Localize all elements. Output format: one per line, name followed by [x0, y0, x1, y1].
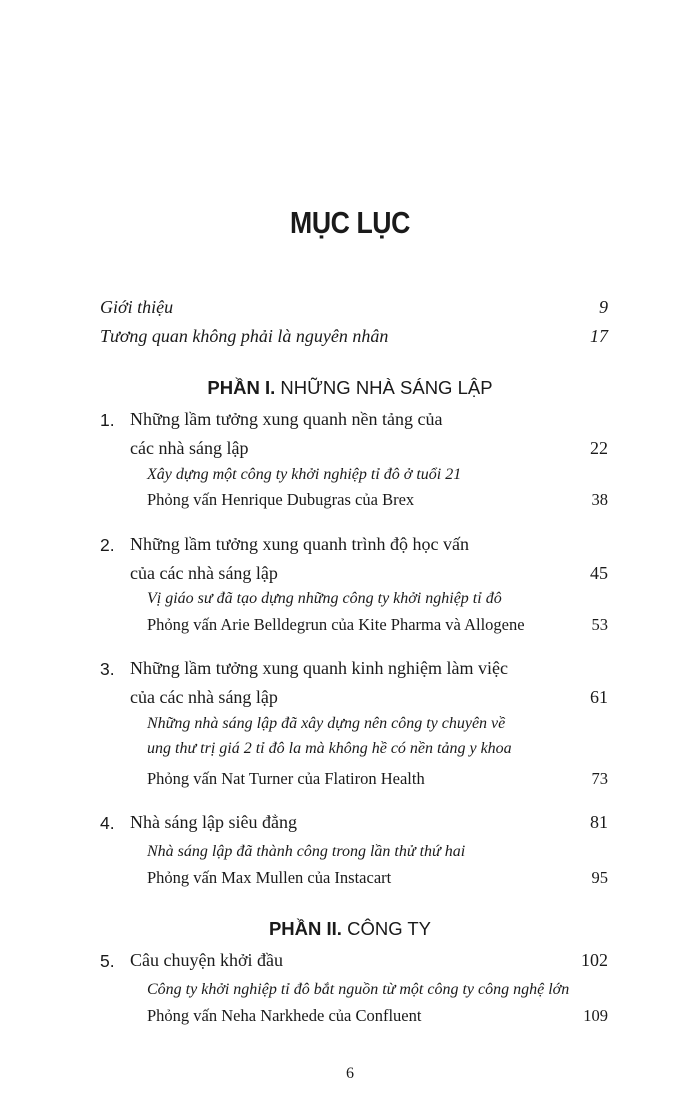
part-2-prefix: PHẦN II. [268, 918, 342, 939]
chapter-1-interview[interactable]: Phỏng vấn Henrique Dubugras của Brex [147, 490, 415, 509]
chapter-3-subtitle-line1: Những nhà sáng lập đã xây dựng nên công ty chuyên về [147, 715, 506, 732]
chapter-1-interview-page: 38 [591, 490, 608, 509]
chapter-4-subtitle: Nhà sáng lập đã thành công trong lần thử thứ hai [147, 843, 466, 860]
chapter-2-interview-page: 53 [591, 615, 608, 634]
part-1-name: NHỮNG NHÀ SÁNG LẬP [280, 377, 493, 398]
part-1-heading [0, 377, 700, 399]
chapter-4-interview-page: 95 [591, 868, 608, 887]
chapter-2-title-line2[interactable]: của các nhà sáng lập [130, 563, 278, 583]
chapter-5-title[interactable]: Câu chuyện khởi đầu [130, 950, 283, 970]
chapter-5-subtitle: Công ty khởi nghiệp tỉ đô bắt nguồn từ một công ty công nghệ lớn [147, 981, 570, 998]
chapter-2-subtitle: Vị giáo sư đã tạo dựng những công ty khởi nghiệp tỉ đô [147, 590, 502, 607]
chapter-1-title-line1[interactable]: Những lầm tưởng xung quanh nền tảng của [130, 409, 443, 429]
chapter-4-interview[interactable]: Phỏng vấn Max Mullen của Instacart [147, 868, 392, 887]
chapter-5-interview[interactable]: Phỏng vấn Neha Narkhede của Confluent [147, 1006, 422, 1025]
toc-correlation-label[interactable]: Tương quan không phải là nguyên nhân [100, 326, 389, 346]
part-2-name: CÔNG TY [347, 918, 432, 939]
page-number: 6 [346, 1065, 354, 1082]
chapter-3-title-line2[interactable]: của các nhà sáng lập [130, 687, 278, 707]
chapter-1-number: 1. [100, 410, 115, 430]
part-2-heading [0, 918, 700, 940]
chapter-2-page: 45 [590, 563, 608, 583]
chapter-5-number: 5. [100, 951, 115, 971]
chapter-1-subtitle: Xây dựng một công ty khởi nghiệp tỉ đô ở tuổi 21 [147, 466, 462, 483]
chapter-5-page: 102 [581, 950, 608, 970]
chapter-3-number: 3. [100, 659, 115, 679]
toc-intro-label[interactable]: Giới thiệu [100, 297, 174, 317]
chapter-2-title-line1[interactable]: Những lầm tưởng xung quanh trình độ học vấn [130, 534, 469, 554]
chapter-5-interview-page: 109 [583, 1006, 608, 1025]
chapter-3-interview[interactable]: Phỏng vấn Nat Turner của Flatiron Health [147, 769, 425, 788]
toc-intro-page: 9 [599, 297, 608, 317]
chapter-3-interview-page: 73 [591, 769, 608, 788]
page-title: MỤC LỤC [290, 205, 410, 240]
chapter-3-subtitle-line2: ung thư trị giá 2 tỉ đô la mà không hề có nền tảng y khoa [147, 740, 512, 757]
chapter-4-page: 81 [590, 812, 608, 832]
chapter-3-page: 61 [590, 687, 608, 707]
part-1-prefix: PHẦN I. [207, 377, 276, 398]
chapter-2-number: 2. [100, 535, 115, 555]
chapter-2-interview[interactable]: Phỏng vấn Arie Belldegrun của Kite Pharma và Allogene [147, 615, 525, 634]
chapter-4-title[interactable]: Nhà sáng lập siêu đẳng [130, 812, 297, 832]
chapter-3-title-line1[interactable]: Những lầm tưởng xung quanh kinh nghiệm làm việc [130, 658, 508, 678]
chapter-1-title-line2[interactable]: các nhà sáng lập [130, 438, 249, 458]
toc-correlation-page: 17 [590, 326, 608, 346]
chapter-4-number: 4. [100, 813, 115, 833]
chapter-1-page: 22 [590, 438, 608, 458]
